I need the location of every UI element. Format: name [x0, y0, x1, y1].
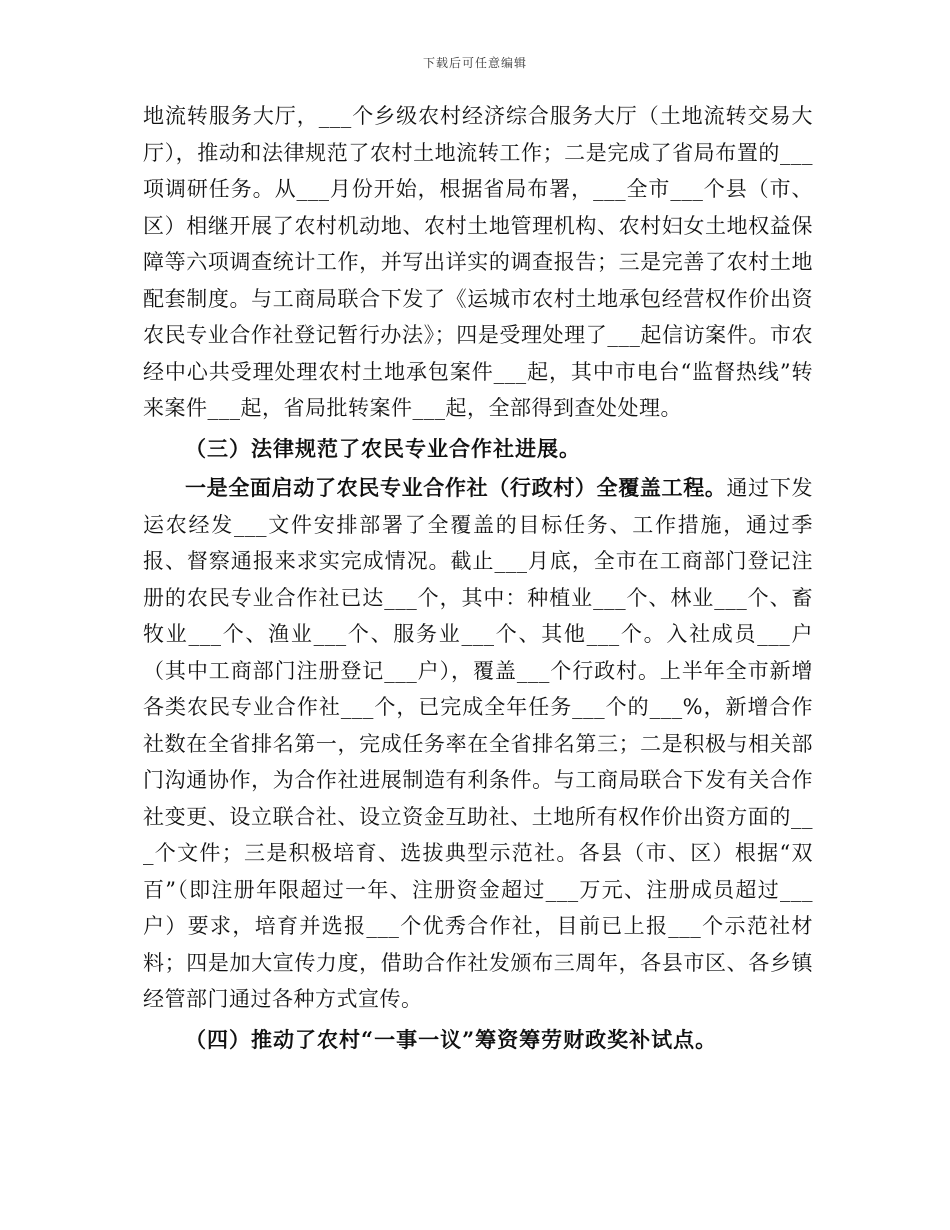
paragraph-cooperatives-text: 通过下发运农经发___文件安排部署了全覆盖的目标任务、工作措施，通过季报、督察通报来求实完成情况。截止___月底，全市在工商部门登记注册的农民专业合作社已达___个，其中：种植业___个、林业___个、畜牧业___个、渔业___个、服务业___个、其他___个。入社成员___户（其中工商部门注册登记___户），覆盖___个行政村。上半年全市新增各类农民专业合作社___个，已完成全年任务___个的___%，新增合作社数在全省排名第一，完成任务率在全省排名第三；二是积极与相关部门沟通协作，为合作社进展制造有利条件。与工商局联合下发有关合作社变更、设立联合社、设立资金互助社、土地所有权作价出资方面的___个文件；三是积极培育、选拔典型示范社。各县（市、区）根据“双百”（即注册年限超过一年、注册资金超过___万元、注册成员超过___户）要求，培育并选报___个优秀合作社，目前已上报___个示范社材料；四是加大宣传力度，借助合作社发颁布三周年，各县市区、各乡镇经管部门通过各种方式宣传。	[143, 476, 813, 1011]
paragraph-land-transfer: 地流转服务大厅，___个乡级农村经济综合服务大厅（土地流转交易大厅），推动和法律规范了农村土地流转工作；二是完成了省局布置的___项调研任务。从___月份开始，根据省局布署，___全市___个县（市、区）相继开展了农村机动地、农村土地管理机构、农村妇女土地权益保障等六项调查统计工作，并写出详实的调查报告；三是完善了农村土地配套制度。与工商局联合下发了《运城市农村土地承包经营权作价出资农民专业合作社登记暂行办法》；四是受理处理了___起信访案件。市农经中心共受理处理农村土地承包案件___起，其中市电台“监督热线”转来案件___起，省局批转案件___起，全部得到查处处理。	[143, 104, 813, 420]
document-body	[143, 98, 813, 1061]
page-header: 下载后可任意编辑	[422, 56, 527, 70]
section-heading-4: （四）推动了农村“一事一议”筹资筹劳财政奖补试点。	[185, 1026, 718, 1052]
paragraph-lead-bold: 一是全面启动了农民专业合作社（行政村）全覆盖工程。	[185, 475, 727, 500]
paragraph-cooperatives	[143, 470, 813, 1018]
section-heading-3: （三）法律规范了农民专业合作社进展。	[185, 435, 581, 461]
